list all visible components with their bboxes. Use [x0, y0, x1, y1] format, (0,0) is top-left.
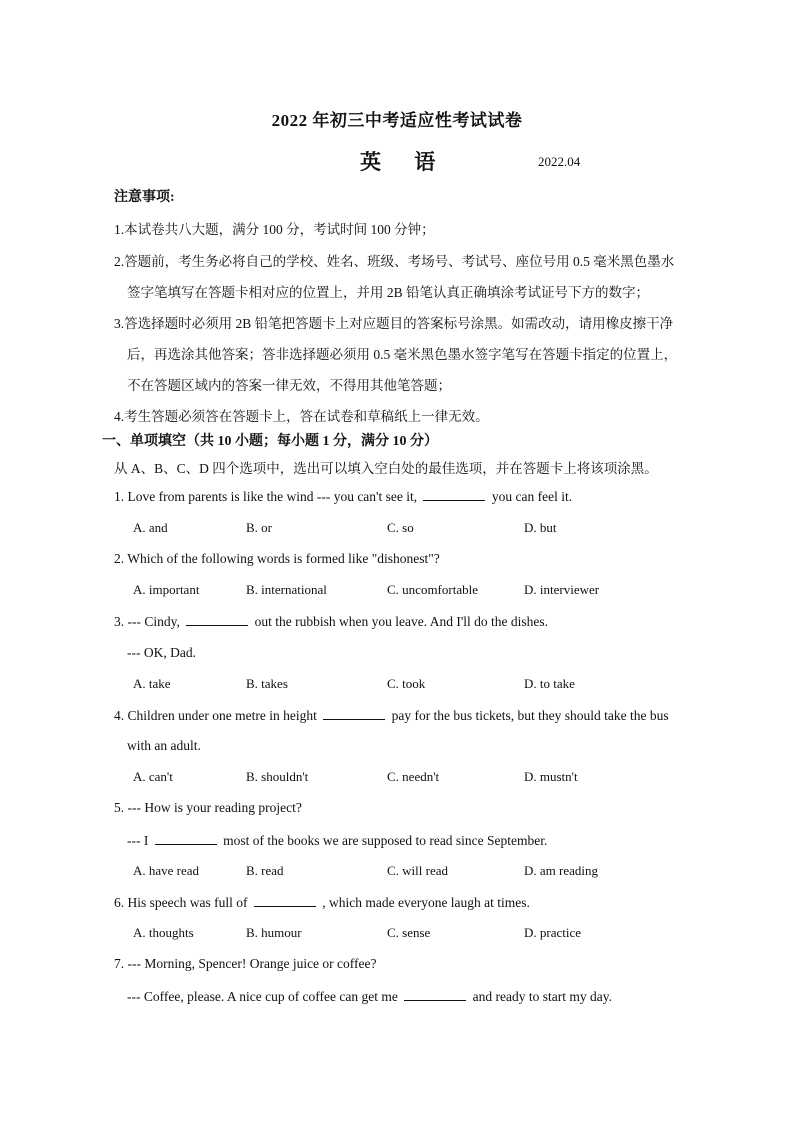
section-instruction: 从 A、B、C、D 四个选项中，选出可以填入空白处的最佳选项，并在答题卡上将该项涂黑。 [114, 461, 658, 476]
exam-date: 2022.04 [538, 154, 581, 169]
notice-item: 1.本试卷共八大题，满分 100 分，考试时间 100 分钟； [114, 222, 435, 237]
question-6 [114, 894, 530, 911]
question-7: 7. --- Morning, Spencer! Orange juice or coffee? [114, 956, 377, 971]
option-d: D. to take [524, 676, 575, 691]
option-b: B. international [246, 582, 327, 597]
option-d: D. am reading [524, 863, 599, 878]
section-heading: 一、单项填空（共 10 小题；每小题 1 分，满分 10 分） [102, 434, 438, 449]
option-c: C. so [387, 520, 414, 535]
option-d: D. but [524, 520, 557, 535]
option-a: A. take [133, 676, 171, 691]
notice-item: 2.答题前，考生务必将自己的学校、姓名、班级、考场号、考试号、座位号用 0.5 毫米黑色墨水 [114, 254, 675, 269]
option-c: C. uncomfortable [387, 582, 478, 597]
option-a: A. thoughts [133, 925, 194, 940]
notice-heading: 注意事项: [114, 190, 175, 205]
option-a: A. can't [133, 769, 173, 784]
option-d: D. mustn't [524, 769, 578, 784]
question-text: most of the books we are supposed to read since September. [219, 833, 548, 848]
option-d: D. interviewer [524, 582, 600, 597]
question-text: 1. Love from parents is like the wind --- you can't see it, [114, 489, 421, 504]
question-7-line-2 [127, 988, 612, 1005]
notice-item: 不在答题区域内的答案一律无效，不得用其他笔答题； [127, 378, 451, 393]
answer-blank [155, 832, 217, 845]
answer-blank [423, 488, 485, 501]
option-a: A. have read [133, 863, 200, 878]
option-d: D. practice [524, 925, 582, 940]
question-text: you can feel it. [488, 489, 573, 504]
question-text: --- Coffee, please. A nice cup of coffee can get me [127, 989, 402, 1004]
question-text: 4. Children under one metre in height [114, 708, 321, 723]
option-b: B. or [246, 520, 272, 535]
option-c: C. will read [387, 863, 449, 878]
option-a: A. and [133, 520, 168, 535]
question-text: pay for the bus tickets, but they should take the bus [388, 708, 669, 723]
question-text: , which made everyone laugh at times. [318, 895, 530, 910]
answer-blank [186, 613, 248, 626]
option-b: B. humour [246, 925, 302, 940]
answer-blank [323, 707, 385, 720]
question-3-line-2: --- OK, Dad. [127, 645, 196, 660]
exam-title: 2022 年初三中考适应性考试试卷 [271, 111, 523, 130]
question-5: 5. --- How is your reading project? [114, 800, 302, 815]
notice-item: 4.考生答题必须答在答题卡上，答在试卷和草稿纸上一律无效。 [114, 409, 489, 424]
question-3 [114, 613, 548, 630]
question-1 [114, 488, 572, 505]
question-5-line-2 [127, 832, 547, 849]
question-text: out the rubbish when you leave. And I'll do the dishes. [251, 614, 549, 629]
option-c: C. took [387, 676, 426, 691]
question-text: 3. --- Cindy, [114, 614, 184, 629]
notice-item: 3.答选择题时必须用 2B 铅笔把答题卡上对应题目的答案标号涂黑。如需改动，请用橡皮擦干净 [114, 316, 674, 331]
option-b: B. takes [246, 676, 288, 691]
option-a: A. important [133, 582, 200, 597]
question-4 [114, 707, 669, 724]
question-text: and ready to start my day. [469, 989, 612, 1004]
question-4-line-2: with an adult. [127, 738, 201, 753]
option-b: B. shouldn't [246, 769, 309, 784]
answer-blank [254, 894, 316, 907]
question-text: 6. His speech was full of [114, 895, 251, 910]
option-b: B. read [246, 863, 284, 878]
option-c: C. needn't [387, 769, 440, 784]
question-2: 2. Which of the following words is formed like "dishonest"? [114, 551, 440, 566]
notice-item: 后，再选涂其他答案；答非选择题必须用 0.5 毫米黑色墨水签字笔写在答题卡指定的位置上， [127, 347, 678, 362]
question-text: --- I [127, 833, 152, 848]
answer-blank [404, 988, 466, 1001]
option-c: C. sense [387, 925, 431, 940]
notice-item: 签字笔填写在答题卡相对应的位置上，并用 2B 铅笔认真正确填涂考试证号下方的数字； [127, 285, 650, 300]
subject-title: 英 语 [360, 150, 450, 174]
